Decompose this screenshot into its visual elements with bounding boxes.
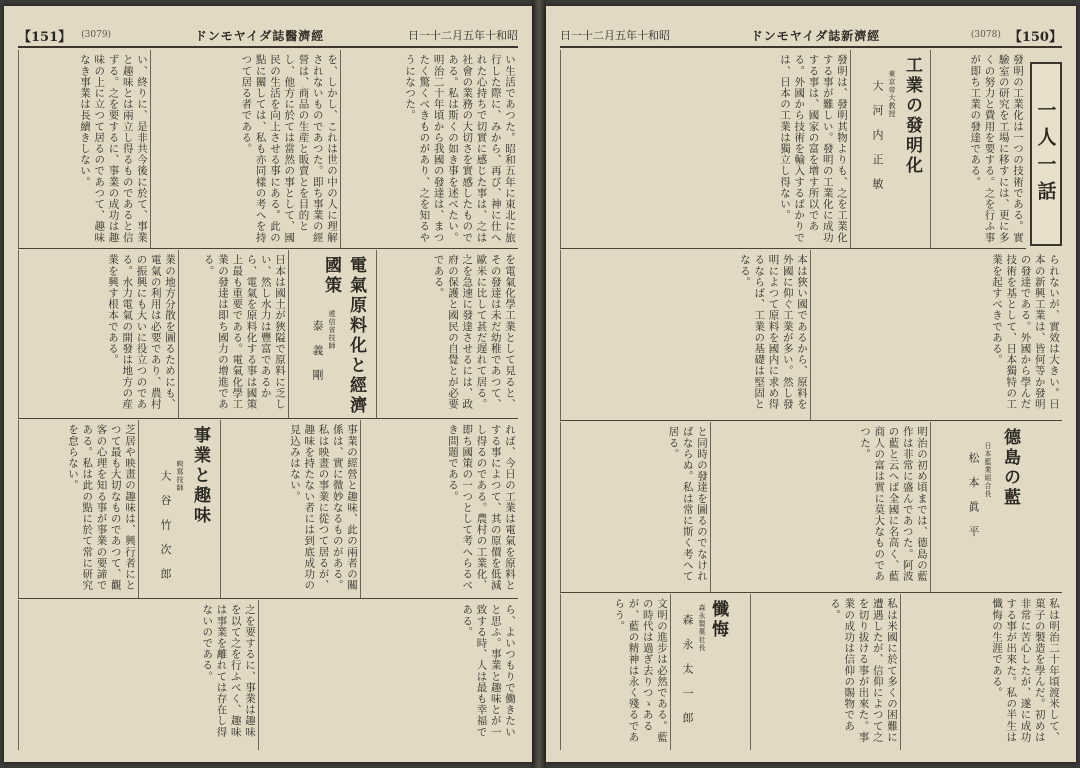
body-text: 文明の進步は必然である。藍の時代は過ぎ去りつゝあるが、藍の精神は永く殘るであらう。: [613, 598, 668, 743]
right-row-3: [560, 422, 1062, 593]
body-text: 發明の工業化は一つの技術である。實驗室の研究を工場に移すには、更に多くの努力と費用を要する。之を行ふ事が即ち工業の發達である。: [969, 54, 1024, 243]
issue-date: 日一十二月五年十和昭: [560, 29, 670, 42]
text-block: [18, 600, 259, 750]
right-row-2: [560, 250, 1062, 421]
text-block: [18, 50, 151, 248]
text-block: [360, 420, 519, 598]
right-row-1: [560, 50, 1026, 249]
body-text: を、しかし、これは世の中の人に理解されないものであつた。即ち事業の經營は、商品の生産と販賣とを目的とし、他方に於ては當然の事として、國民の生活を向上させる事にある。此の點に關しては、私も亦同樣の考へを持つて居る者である。: [240, 54, 338, 243]
article-heading: [850, 50, 931, 248]
text-block: [710, 422, 931, 592]
author-name: 泰 義 剛: [311, 320, 324, 385]
author-name: 松 本 眞 平: [967, 452, 980, 542]
author-role: 映寫技師: [176, 460, 184, 492]
issue-number: (3078): [970, 30, 1001, 40]
body-text: い、終りに、是非共今後に於て、事業と趣味とは兩立し得るものであると信ずる。之を要するに、事業の成功は趣味の上に立つて居るのであつて、趣味なき事業は長續きしない。: [78, 54, 148, 243]
body-text: 業の地方分散を圖るためにも、電氣の利用は必要であり、農村の振興にも大いに役立つのである。水力電氣の開發は地方の産業を興す根本である。: [106, 254, 176, 410]
article-heading: [138, 420, 221, 598]
right-page-header: [560, 24, 1062, 48]
left-row-1: [18, 50, 518, 249]
book-gutter: [532, 0, 546, 768]
page-number: 【151】: [18, 29, 72, 45]
issue-number: (3079): [81, 30, 112, 40]
author-role: 日本藍業組合長: [984, 442, 992, 498]
article-heading: [930, 422, 1063, 592]
page-number: 【150】: [1008, 29, 1062, 45]
body-text: 私は米國に於て多くの困難に遭遇したが、信仰によつて之を切り拔ける事が出來た。事業の成功は信仰の賜物である。: [828, 598, 898, 743]
article-title: 懺悔: [708, 600, 728, 640]
right-page: [546, 6, 1076, 762]
body-text: 之を要するに、事業は趣味を以て之を行ふべく、趣味は事業を離れては存在し得ないのである。: [201, 604, 256, 738]
column-heading-box: 一人一話: [1030, 62, 1062, 246]
article-title: 事業と趣味: [190, 426, 210, 526]
text-block: [258, 600, 519, 750]
text-block: [930, 50, 1027, 248]
body-text: 本は狹い國であるから、原料を外國に仰ぐ工業が多い。然し發明によつて原料を國内に求め得るならば、工業の基礎は堅固となる。: [738, 254, 808, 410]
article-heading: [288, 250, 377, 418]
text-block: [376, 250, 519, 418]
body-text: い生活であつた。昭和五年に東北に旅行した際に、みから、再び、神に仕へれた心持ちで切實に感じた事は、之は社會の業務の大切さを實感したものである。私は斯くの如き事を述べたい。明治二十年頃から我國の發達は、まつたく驚くべきものがあり、之を知るやうになつた。: [404, 54, 516, 243]
body-text: 日本は國土が狹隘で原料に乏しい、然し水力は豐富であるから、電氣を原料化する事は國策上最も重要である。電氣化學工業の發達は即ち國力の增進である。: [202, 254, 286, 410]
text-block: [560, 250, 811, 420]
text-block: [150, 50, 341, 248]
text-block: [18, 420, 139, 598]
article-title: 工業の發明化: [902, 56, 922, 176]
left-row-2: [18, 250, 518, 419]
text-block: [560, 422, 711, 592]
text-block: [750, 594, 901, 750]
text-block: [178, 250, 289, 418]
body-text: と同時の發達を圖るのでなければならぬ。私は常に斯く考へて居る。: [667, 426, 708, 582]
author-role: 遞信省技師: [328, 310, 336, 350]
body-text: 事業の經營と趣味、此の兩者の關係は、實に微妙なるものがある。私は映畫の事業に從つて居るが、趣味を持たない者には到底成功の見込みはない。: [288, 424, 358, 591]
body-text: 明治の初め頃までは、德島の藍作は非常に盛んであつた。阿波の藍と云へば全國に名高く、藍商人の富は實に莫大なものであつた。: [858, 426, 928, 582]
text-block: [810, 250, 1063, 420]
author-name: 森 永 太 一 郎: [681, 614, 694, 728]
left-row-4: [18, 600, 518, 750]
article-title: 電氣原料化と經濟國策: [321, 256, 366, 416]
left-page-header: [18, 24, 518, 48]
body-text: ら、よいつもりで働きたいと思ふ。事業と趣味とが一致する時、人は最も幸福である。: [461, 604, 516, 738]
body-text: られないが、實效は大きい。日本の新興工業は、皆何等か發明の發達である。外國から學んだ技術を基として、日本獨特の工業を起すべきである。: [990, 254, 1060, 410]
text-block: [560, 594, 671, 750]
magazine-title: ドンモヤイダ誌醫濟經: [194, 28, 325, 43]
body-text: を電氣化學工業として見ると、その發達は未だ幼稚であつて、歐米に比して甚だ遅れて居る。之を急速に發達させるには、政府の保護と國民の自覺とが必要である。: [432, 254, 516, 410]
text-block: [560, 50, 851, 248]
author-name: 大 河 内 正 敏: [871, 80, 884, 194]
body-text: 芝居や映畫の趣味は、興行者にとつて最も大切なものであつて、觀客の心理を知る事が事業の要諦である。私は此の點に於て常に研究を怠らない。: [66, 424, 136, 591]
left-row-3: [18, 420, 518, 599]
text-block: [220, 420, 361, 598]
author-name: 大 谷 竹 次 郎: [159, 470, 172, 584]
article-title: 德島の藍: [1000, 428, 1020, 508]
text-block: [340, 50, 519, 248]
body-text: れば、今日の工業は電氣を原料とする事によつて、其の原價を低減し得るのである。農村の工業化、即ち國策の一つとして考へらるべき問題である。: [446, 424, 516, 591]
magazine-title: ドンモヤイダ誌新濟經: [750, 28, 881, 43]
body-text: 私は明治二十年頃渡米して、菓子の製造を學んだ。初めは非常に苦心したが、遂に成功する事が出來た。私の半生は懺悔の生涯である。: [990, 598, 1060, 743]
body-text: 發明は、發明其物よりも、之を工業化する事が難しい。發明の工業化に成功する事は、國家の富を增す所以である。外國から技術を輸入するばかりでは、日本の工業は獨立し得ない。: [778, 54, 848, 243]
issue-date: 日一十二月五年十和昭: [407, 29, 518, 42]
article-heading: [670, 594, 751, 750]
right-row-4: [560, 594, 1062, 750]
text-block: [900, 594, 1063, 750]
left-page: [4, 6, 532, 762]
author-role: 東京帝大教授: [888, 70, 896, 118]
author-role: 森永製菓社長: [698, 604, 706, 652]
text-block: [18, 250, 179, 418]
